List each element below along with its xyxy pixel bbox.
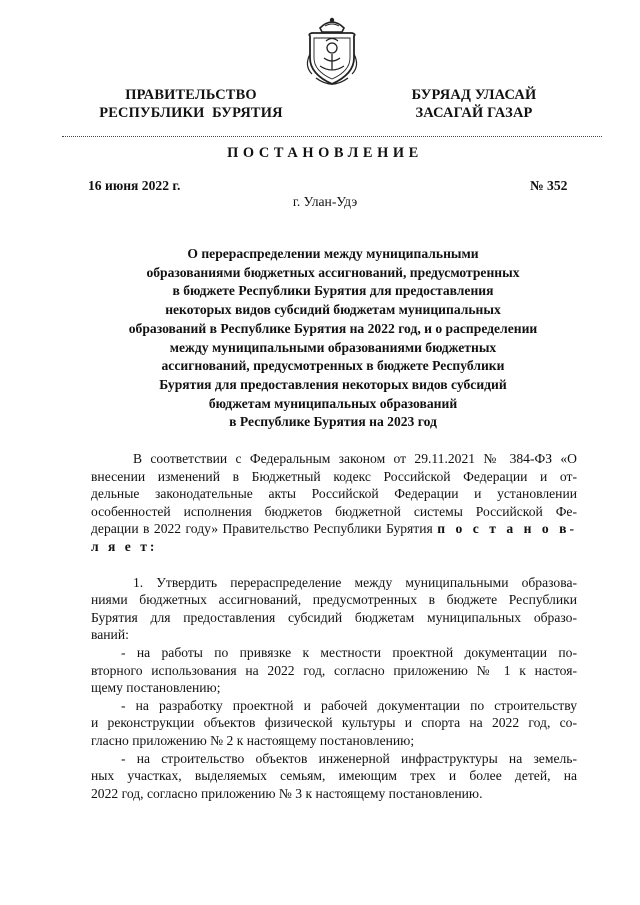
document-body: [91, 450, 577, 802]
body-line: 2022 год, согласно приложению № 3 к настоящему постановлению.: [91, 785, 483, 801]
title-line: некоторых видов субсидий бюджетам муниципальных: [165, 302, 501, 318]
document-city: г. Улан-Удэ: [292, 194, 358, 209]
body-line: щему постановлению;: [91, 680, 221, 696]
title-line: образованиями бюджетных ассигнований, предусмотренных: [146, 264, 520, 280]
org-left-line-1: ПРАВИТЕЛЬСТВО: [125, 87, 257, 103]
body-line: 1. Утвердить перераспределение между муниципальными образова-: [133, 574, 577, 590]
body-line: гласно приложению № 2 к настоящему постановлению;: [91, 732, 415, 748]
decree-word-end: л я е т:: [91, 538, 158, 554]
body-line: [91, 520, 577, 538]
document-title: [100, 245, 566, 432]
body-line: и реконструкции объектов физической культуры и спорта на 2022 год, со-: [91, 715, 577, 731]
body-line: - на работы по привязке к местности проектной документации по-: [121, 644, 577, 660]
body-text: дерации в 2022 году» Правительство Республики Бурятия: [91, 521, 433, 537]
org-right-line-1: БУРЯАД УЛАСАЙ: [411, 87, 537, 103]
title-line: бюджетам муниципальных образований: [208, 395, 458, 411]
document-date: 16 июня 2022 г.: [88, 178, 181, 193]
title-line: между муниципальными образованиями бюджетных: [169, 339, 497, 355]
title-line: в Республике Бурятия на 2023 год: [229, 414, 437, 430]
body-line: внесении изменений в Бюджетный кодекс Российской Федерации и от-: [91, 468, 577, 484]
header-divider: [62, 136, 602, 137]
document-type: ПОСТАНОВЛЕНИЕ: [227, 145, 423, 161]
government-name-buryat: [394, 86, 554, 122]
subitem-1: [91, 644, 577, 697]
title-line: в бюджете Республики Бурятия для предоставления: [172, 283, 494, 299]
subitem-3: [91, 750, 577, 803]
body-line: - на строительство объектов инженерной инфраструктуры на земель-: [121, 750, 577, 766]
coat-of-arms-icon: [302, 14, 362, 88]
body-line: - на разработку проектной и рабочей документации по строительству: [121, 697, 577, 713]
subitem-2: [91, 697, 577, 750]
document-number: № 352: [530, 178, 568, 193]
title-line: ассигнований, предусмотренных в бюджете Республики: [161, 358, 505, 374]
body-line: вторного использования на 2022 год, согласно приложению № 1 к настоя-: [91, 662, 577, 678]
decree-word: п о с т а н о в-: [437, 521, 577, 537]
government-name-russian: [96, 86, 286, 122]
org-left-line-2: РЕСПУБЛИКИ БУРЯТИЯ: [99, 105, 283, 121]
body-line: особенностей исполнения бюджетов бюджетной системы Российской Фе-: [91, 503, 577, 519]
item-1-paragraph: [91, 574, 577, 644]
title-line: Бурятия для предоставления некоторых видов субсидий: [159, 376, 507, 392]
body-line: В соответствии с Федеральным законом от 29.11.2021 № 384-ФЗ «О: [133, 451, 577, 466]
title-line: О перераспределении между муниципальными: [187, 246, 479, 261]
body-line: дельные законодательные акты Российской Федерации и установлении: [91, 486, 577, 502]
preamble-paragraph: [91, 450, 577, 556]
org-right-line-2: ЗАСАГАЙ ГАЗАР: [415, 105, 533, 121]
body-line: ных участках, выделяемых семьям, имеющим трех и более детей, на: [91, 768, 577, 784]
title-line: образований в Республике Бурятия на 2022 год, и о распределении: [128, 320, 538, 336]
body-line: Бурятия для предоставления субсидий бюджетам муниципальных образо-: [91, 609, 577, 625]
body-line: ваний:: [91, 627, 129, 643]
body-line: ниями бюджетных ассигнований, предусмотренных в бюджете Республики: [91, 592, 577, 608]
